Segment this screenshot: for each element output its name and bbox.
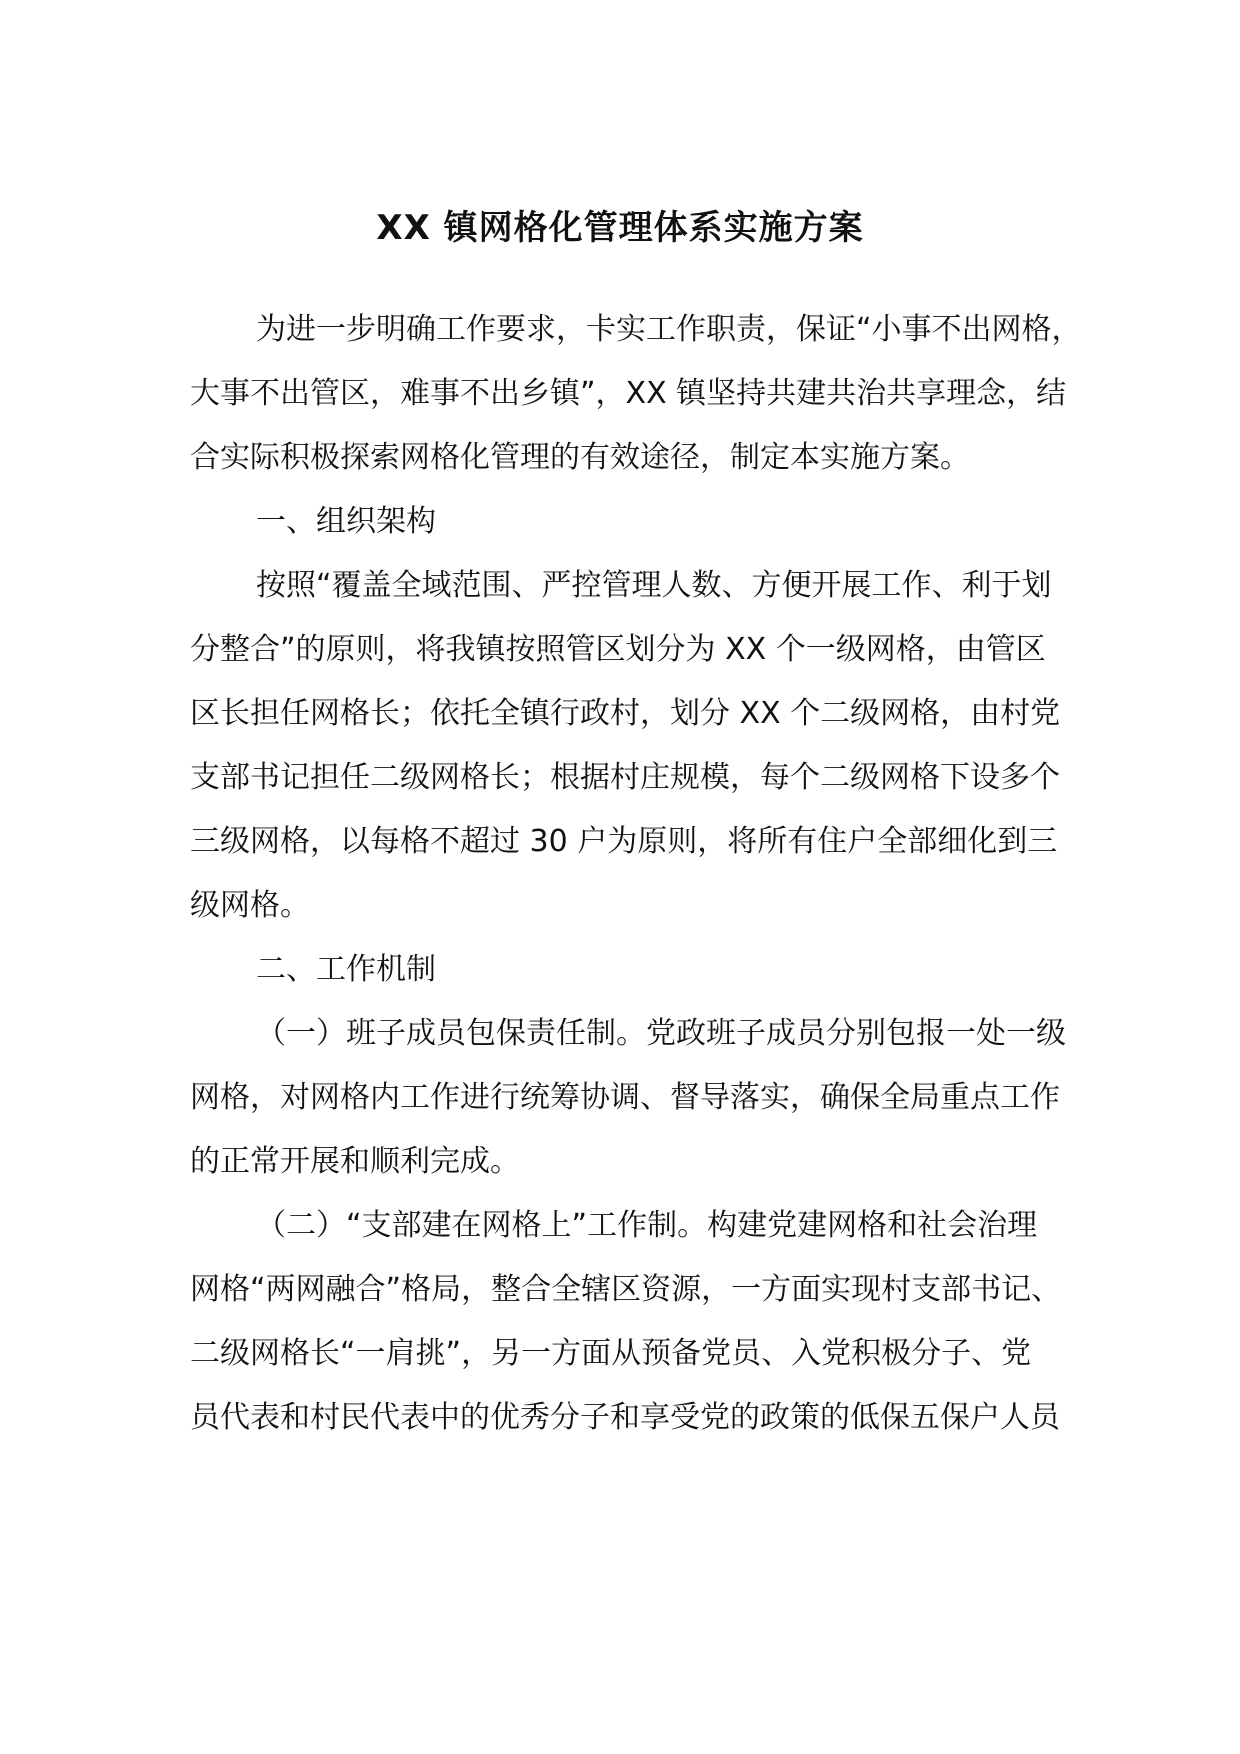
paragraph-line: 网格，对网格内工作进行统筹协调、督导落实，确保全局重点工作: [190, 1080, 1060, 1115]
paragraph-line: 网格“两网融合”格局，整合全辖区资源，一方面实现村支部书记、: [190, 1272, 1062, 1307]
paragraph-line: 大事不出管区，难事不出乡镇”，XX 镇坚持共建共治共享理念，结: [190, 376, 1067, 411]
paragraph-line: 为进一步明确工作要求，卡实工作职责，保证“小事不出网格，: [256, 312, 1082, 347]
paragraph-line: 三级网格，以每格不超过 30 户为原则，将所有住户全部细化到三: [190, 824, 1058, 859]
paragraph-line: 按照“覆盖全域范围、严控管理人数、方便开展工作、利于划: [256, 568, 1052, 603]
paragraph-line: （二）“支部建在网格上”工作制。构建党建网格和社会治理: [256, 1208, 1038, 1243]
paragraph-line: 的正常开展和顺利完成。: [190, 1144, 520, 1179]
paragraph-line: 员代表和村民代表中的优秀分子和享受党的政策的低保五保户人员: [190, 1400, 1060, 1435]
section-heading: 二、工作机制: [256, 952, 436, 987]
paragraph-line: 二级网格长“一肩挑”，另一方面从预备党员、入党积极分子、党: [190, 1336, 1032, 1371]
paragraph-line: 支部书记担任二级网格长；根据村庄规模，每个二级网格下设多个: [190, 760, 1060, 795]
section-heading: 一、组织架构: [256, 504, 436, 539]
paragraph-line: 区长担任网格长；依托全镇行政村，划分 XX 个二级网格，由村党: [190, 696, 1061, 731]
paragraph-line: 级网格。: [190, 888, 310, 923]
paragraph-line: 合实际积极探索网格化管理的有效途径，制定本实施方案。: [190, 440, 970, 475]
paragraph-line: 分整合”的原则，将我镇按照管区划分为 XX 个一级网格，由管区: [190, 632, 1046, 667]
document-title: XX 镇网格化管理体系实施方案: [376, 208, 864, 248]
paragraph-line: （一）班子成员包保责任制。党政班子成员分别包报一处一级: [256, 1016, 1066, 1051]
